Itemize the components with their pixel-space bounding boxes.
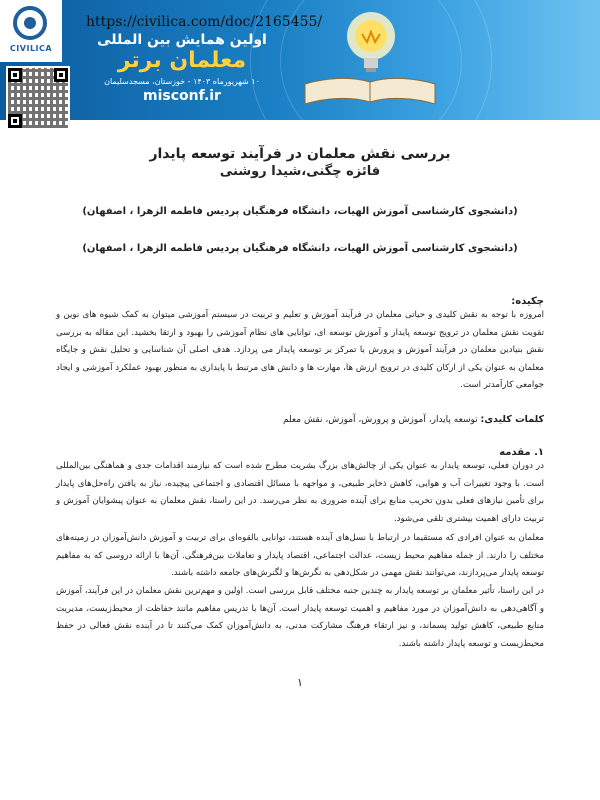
civilica-logo-text: CIVILICA [9,44,53,53]
lightbulb-icon [340,6,402,84]
qr-code-icon [6,66,70,130]
paper-title: بررسی نقش معلمان در فرآیند توسعه پایدار [149,146,451,162]
author-affiliation-2: (دانشجوی کارشناسی آموزش الهیات، دانشگاه فرهنگیان پردیس فاطمه الزهرا ، اصفهان) [82,243,518,254]
intro-paragraph-1: در دوران فعلی، توسعه پایدار به عنوان یکی از چالش‌های بزرگ بشریت مطرح شده است که نیازمند اقدامات جدی و هماهنگی بین‌المللی است. با وجود تغییرات آب و هوایی، کاهش ذخایر طبیعی، و مواجهه با مسائل اقتصادی و اجتماعی پیچیده، نیاز به یافتن راه‌حل‌های پایدار برای تأمین نیازهای فعلی بدون تخریب منابع برای آینده ضروری به نظر می‌رسد. در این راستا، نقش معلمان به عنوان پیشوایان آموزش و تربیت دارای اهمیت بیشتری تلقی می‌شود. [56,461,544,524]
intro-paragraph-2: معلمان به عنوان افرادی که مستقیما در ارتباط با نسل‌های آینده هستند، توانایی بالقوه‌ای برای تربیت و آموزش دانش‌آموزان در زمینه‌های مختلف را دارند. از جمله مفاهیم محیط زیست، عدالت اجتماعی، اقتصاد پایدار و تعاملات بین‌فرهنگی. آن‌ها با ارائه دروسی که به مفاهیم توسعه پایدار می‌پردازند، می‌توانند نقش مهمی در شکل‌دهی به نگرش‌ها و لگنرش‌های جامعه داشته باشند. [56,533,544,579]
keywords-label: کلمات کلیدی: [480,414,544,425]
abstract-text: امروزه با توجه به نقش کلیدی و حیاتی معلمان در فرآیند آموزش و تعلیم و تربیت در سیستم آموزشی میتوان به کمک شیوه های نوین و تقویت نقش معلمان در ترویج توسعه پایدار و آموزش توسعه ای، توانایی های نظام آموزشی را بهبود و ارتقا بخشید. این مقاله به بررسی نقش بنیادین معلمان در فرآیند آموزش و پرورش با تمرکز بر توسعه پایدار می پردازد. هدف اصلی آن شناسایی و تحلیل نقش و جایگاه معلمان به عنوان یکی از ارکان کلیدی در ترویج ارزش ها، مهارت ها و دانش های مرتبط با پایداری به منظور بهبود عملکرد آموزشی و ایجاد جوامعی کارآمدتر است. [56,310,544,391]
conference-title-line2: معلمان برتر [117,48,247,73]
intro-paragraph-3: در این راستا، تأثیر معلمان بر توسعه پایدار به چندین جنبه مختلف قابل بررسی است. اولین و مهم‌ترین نقش معلمان در این فرآیند، آموزش و آگاهی‌دهی به دانش‌آموزان در مورد مفاهیم و اهمیت توسعه پایدار است. آن‌ها با تدریس مفاهیم مانند حفاظت از محیط‌زیست، مدیریت منابع طبیعی، کاهش تولید پسماند، و نیز ارتقاء فرهنگ مشارکت مدنی، به دانش‌آموزان کمک می‌کنند تا در آینده نقش فعالی در حفظ محیط‌زیست و توسعه پایدار داشته باشند. [56,586,544,649]
open-book-icon [300,76,440,106]
conference-title-line1: اولین همایش بین المللی [97,32,267,48]
author-affiliation-1: (دانشجوی کارشناسی آموزش الهیات، دانشگاه فرهنگیان پردیس فاطمه الزهرا ، اصفهان) [82,206,518,217]
keywords-line [56,414,544,425]
page-number: ۱ [297,676,303,689]
civilica-logo [0,0,62,62]
paper-authors: فائزه چگنی،شیدا روشنی [219,164,381,179]
abstract-heading: چکیده: [511,296,544,307]
conference-date: ۱۰ شهریورماه ۱۴۰۳ - خوزستان، مسجدسلیمان [104,77,260,86]
section-heading-introduction: ۱. مقدمه [499,447,544,458]
document-url[interactable]: https://civilica.com/doc/2165455/ [86,14,323,30]
conference-site: misconf.ir [143,88,221,104]
civilica-logo-icon [13,6,47,40]
keywords-text: توسعه پایدار، آموزش و پرورش، آموزش، نقش معلم [282,415,478,425]
